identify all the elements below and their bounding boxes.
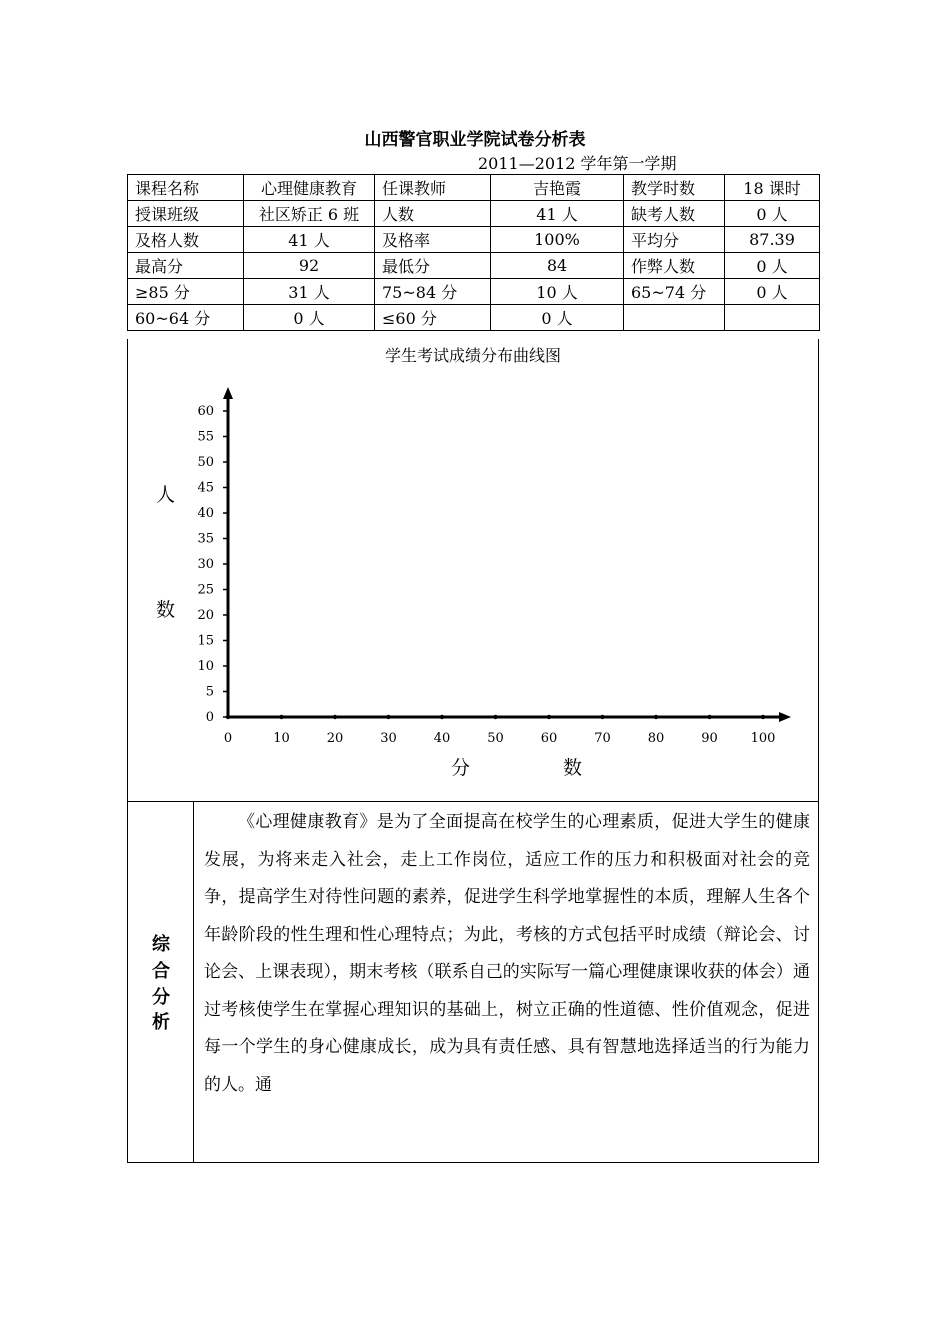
y-tick-label: 55 [197,429,214,445]
table-cell: 31 人 [244,279,375,305]
table-cell: 0 人 [244,305,375,331]
analysis-text: 《心理健康教育》是为了全面提高在校学生的心理素质，促进大学生的健康发展，为将来走入社会，走上工作岗位，适应工作的压力和积极面对社会的竞争，提高学生对待性问题的素养，促进学生科学地掌握性的本质，理解人生各个年龄阶段的性生理和性心理特点；为此，考核的方式包括平时成绩（辩论会、讨论会、上课表现），期末考核（联系自己的实际写一篇心理健康课收获的体会）通过考核使学生在掌握心理知识的基础上，树立正确的性道德、性价值观念，促进每一个学生的身心健康成长，成为具有责任感、具有智慧地选择适当的行为能力的人。通 [204,812,810,1095]
table-cell: 作弊人数 [624,253,725,279]
analysis-heading [128,802,194,1162]
x-axis-arrow [779,712,791,722]
y-tick-label: 45 [197,480,214,496]
table-cell: 75~84 分 [375,279,491,305]
x-tick-label: 50 [487,731,504,746]
table-row [128,253,820,279]
chart-title: 学生考试成绩分布曲线图 [384,346,561,365]
y-tick-label: 15 [197,633,214,649]
y-tick-label: 60 [197,404,214,419]
table-cell: 0 人 [725,201,820,227]
table-cell: 92 [244,253,375,279]
table-cell: 0 人 [491,305,624,331]
table-cell: 及格率 [375,227,491,253]
y-tick-label: 40 [197,506,214,521]
table-cell: ≥85 分 [128,279,244,305]
y-tick-label: 20 [197,608,214,623]
x-tick-label: 90 [701,731,718,746]
table-cell [725,305,820,331]
x-tick-label: 80 [647,731,665,746]
exam-info-table [127,174,820,331]
x-tick-mark [547,715,551,719]
score-distribution-chart [128,339,818,801]
table-cell: 吉艳霞 [491,175,624,201]
x-tick-label: 100 [750,731,776,746]
table-cell: 最高分 [128,253,244,279]
y-tick-label: 35 [197,531,214,547]
x-tick-mark [386,715,390,719]
x-tick-label: 20 [326,731,344,746]
x-tick-mark [707,715,711,719]
table-cell: 0 人 [725,279,820,305]
semester-subtitle: 2011—2012 学年第一学期 [478,154,677,173]
analysis-heading-char: 合 [152,961,170,982]
table-cell: 授课班级 [128,201,244,227]
x-tick-mark [654,715,658,719]
x-tick-label: 0 [223,731,233,746]
x-tick-mark [279,715,283,719]
analysis-heading-char: 析 [152,1012,170,1033]
x-tick-mark [761,715,765,719]
table-cell: 84 [491,253,624,279]
table-cell [624,305,725,331]
table-row [128,279,820,305]
analysis-heading-char: 综 [152,934,170,955]
table-cell: 课程名称 [128,175,244,201]
table-cell: 41 人 [491,201,624,227]
table-cell: 平均分 [624,227,725,253]
table-cell: 10 人 [491,279,624,305]
table-cell: 最低分 [375,253,491,279]
x-tick-label: 10 [273,731,290,746]
x-tick-label: 40 [433,731,451,746]
analysis-heading-char: 分 [152,987,170,1008]
table-cell: 及格人数 [128,227,244,253]
y-axis-arrow [223,387,233,399]
table-cell: 教学时数 [624,175,725,201]
y-tick-label: 0 [205,710,214,725]
x-tick-mark [440,715,444,719]
table-cell: 87.39 [725,227,820,253]
table-row [128,201,820,227]
table-cell: 18 课时 [725,175,820,201]
y-tick-label: 50 [197,455,214,470]
y-tick-label: 10 [197,659,214,674]
table-row [128,175,820,201]
table-cell: 60~64 分 [128,305,244,331]
x-tick-label: 60 [540,731,558,746]
table-cell: 0 人 [725,253,820,279]
table-cell: 心理健康教育 [244,175,375,201]
table-cell: 社区矫正 6 班 [244,201,375,227]
table-row [128,305,820,331]
x-tick-mark [600,715,604,719]
score-distribution-chart-box [127,339,819,802]
table-cell: 人数 [375,201,491,227]
table-cell: 缺考人数 [624,201,725,227]
table-cell: 任课教师 [375,175,491,201]
table-row [128,227,820,253]
x-axis-label-char: 分 [451,757,471,779]
y-tick-label: 25 [197,582,214,598]
y-axis-label-char: 人 [156,484,176,506]
table-cell: 100% [491,227,624,253]
x-axis-label-char: 数 [563,757,583,779]
x-tick-mark [333,715,337,719]
y-axis-label-char: 数 [156,599,176,621]
table-cell: 65~74 分 [624,279,725,305]
x-tick-label: 30 [380,731,397,746]
document-title: 山西警官职业学院试卷分析表 [364,130,586,150]
x-tick-label: 70 [594,731,611,746]
x-tick-mark [493,715,497,719]
table-cell: ≤60 分 [375,305,491,331]
y-tick-label: 30 [197,557,214,572]
y-tick-label: 5 [205,684,214,700]
table-cell: 41 人 [244,227,375,253]
comprehensive-analysis-section [127,801,819,1163]
